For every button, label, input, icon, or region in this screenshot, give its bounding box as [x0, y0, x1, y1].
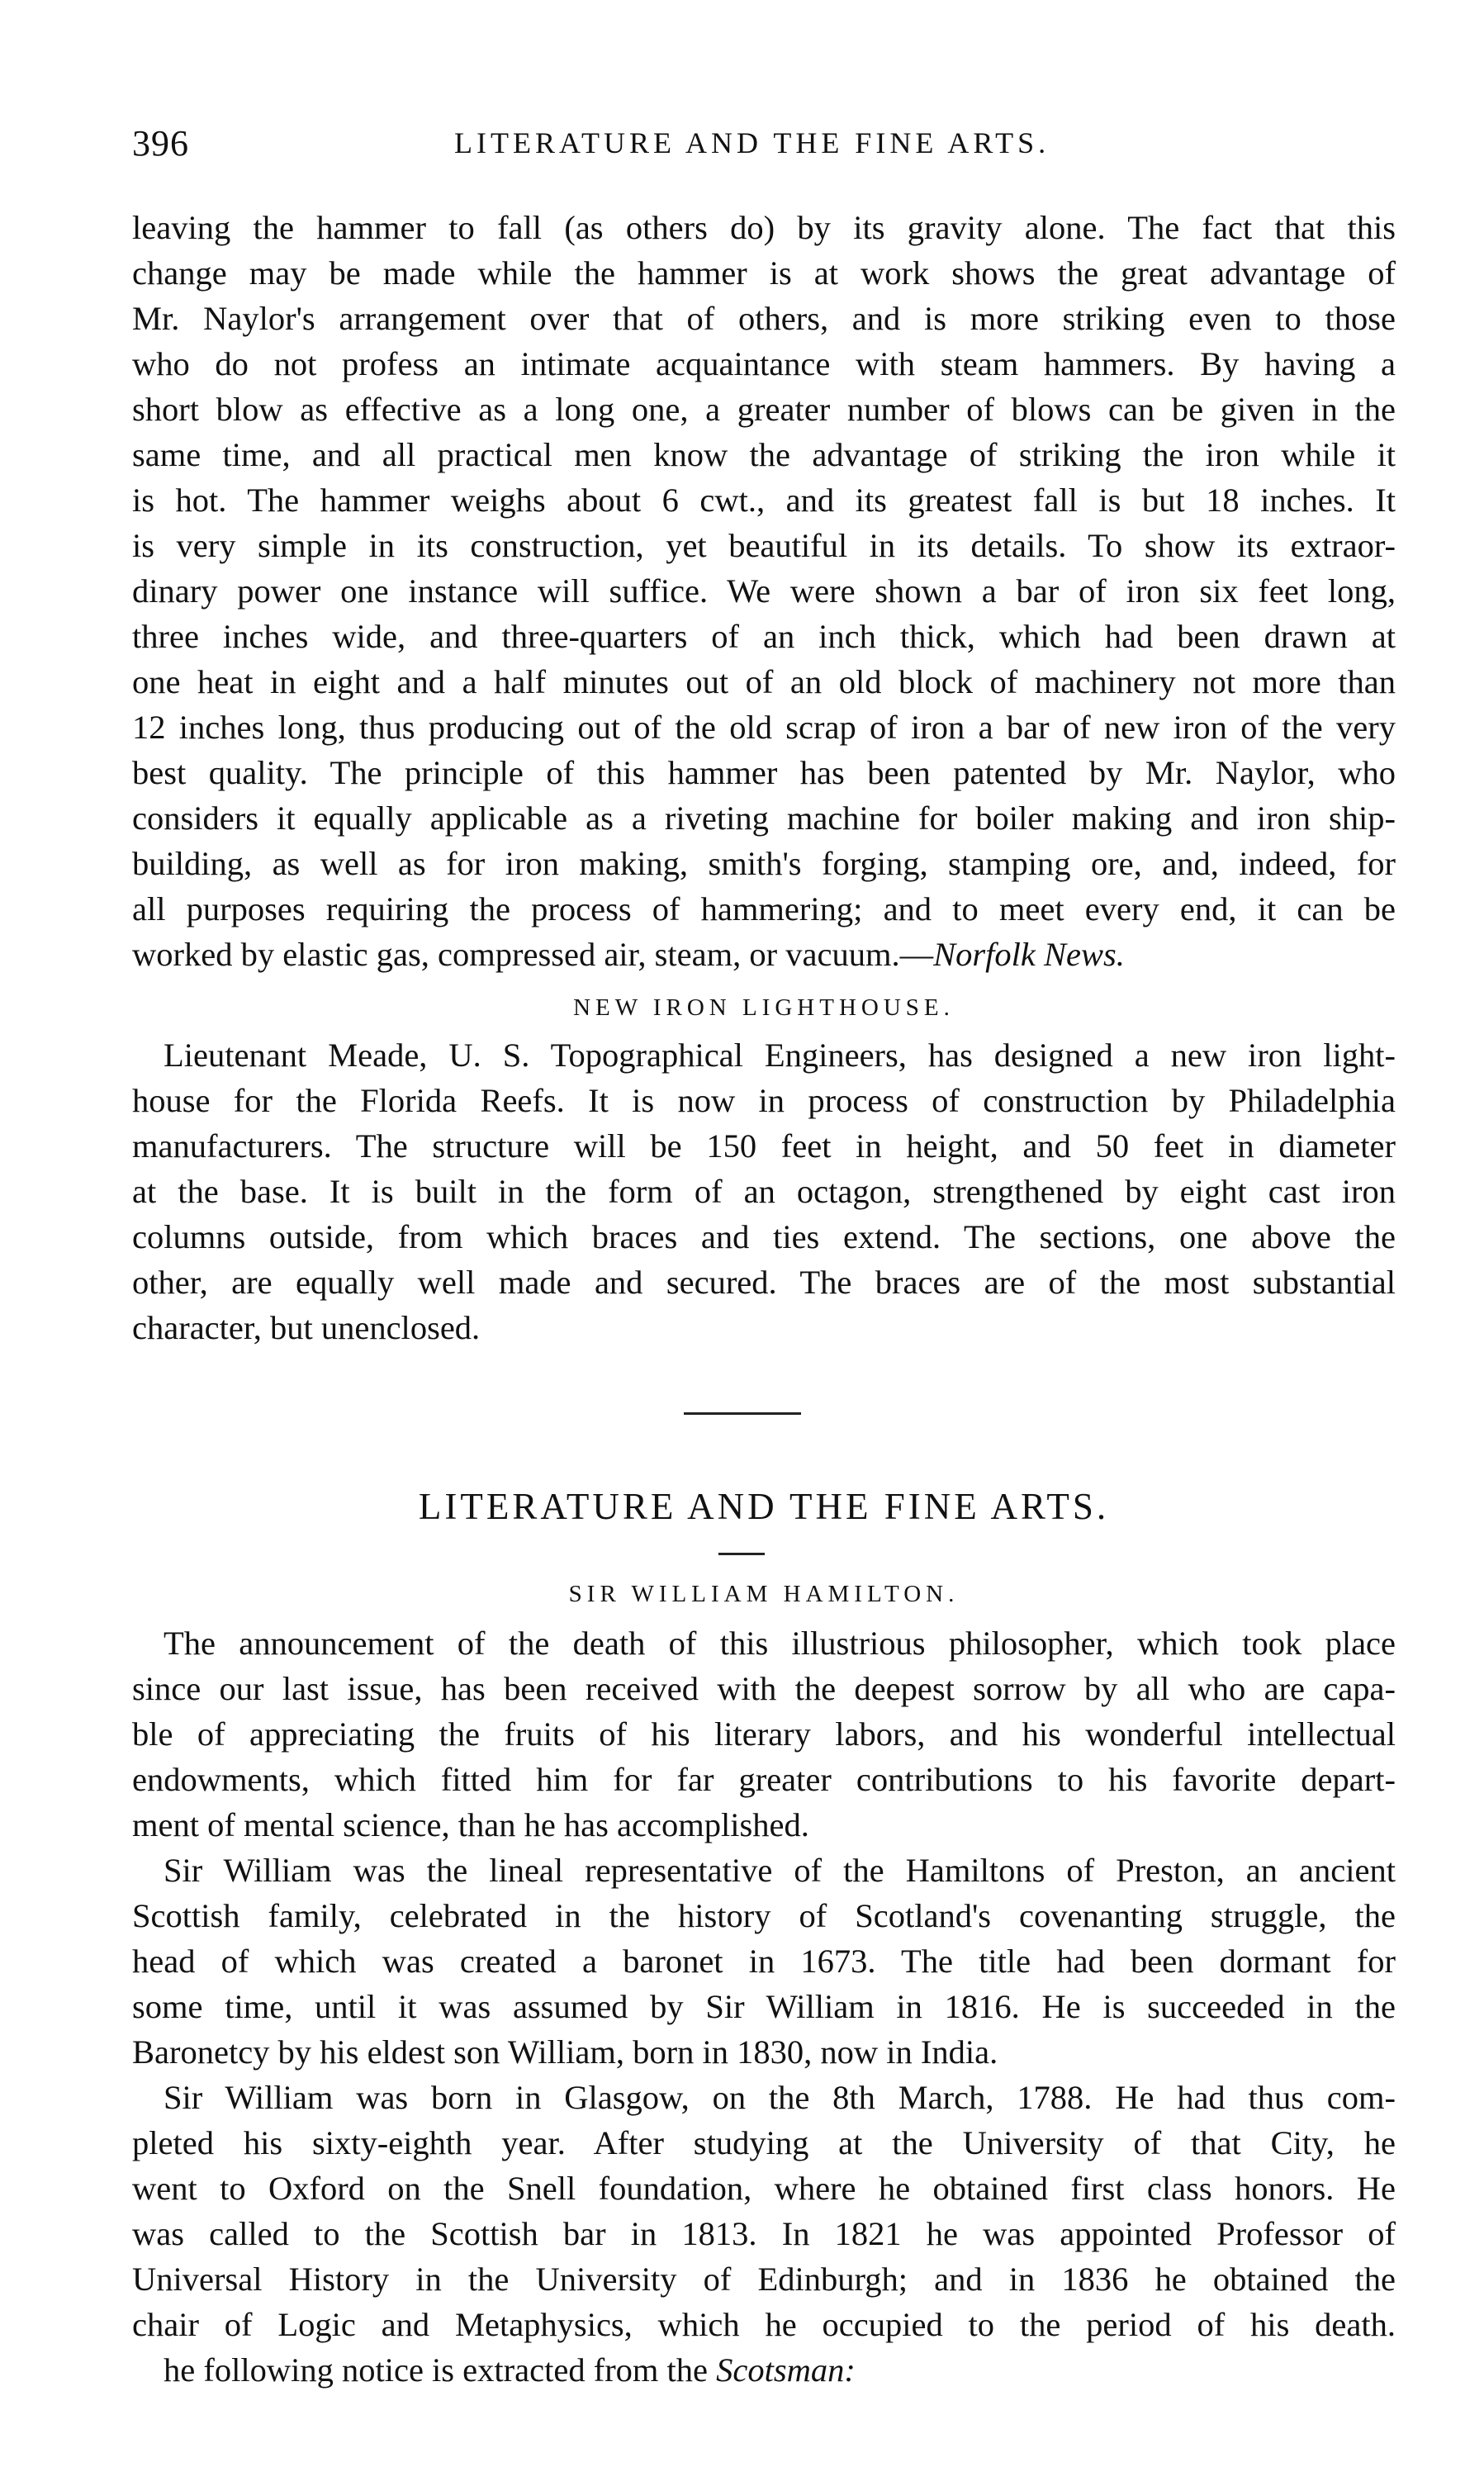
text-line: went to Oxford on the Snell foundation, where he obtained first class honors. He — [132, 2170, 1396, 2207]
text-line: Lieutenant Meade, U. S. Topographical Engineers, has designed a new iron light- — [164, 1037, 1396, 1074]
text-line: at the base. It is built in the form of an octagon, strengthened by eight cast iron — [132, 1173, 1396, 1210]
text-line: Sir William was born in Glasgow, on the 8th March, 1788. He had thus com- — [164, 2079, 1396, 2116]
page-number: 396 — [132, 123, 189, 164]
text-line: Baronetcy by his eldest son William, born in 1830, now in India. — [132, 2033, 998, 2071]
source-citation: Scotsman: — [716, 2351, 856, 2389]
text-line: house for the Florida Reefs. It is now in process of construction by Philadelphia — [132, 1082, 1396, 1119]
running-head — [132, 122, 1396, 172]
text-line: best quality. The principle of this hammer has been patented by Mr. Naylor, who — [132, 754, 1396, 791]
text-line-last — [132, 932, 1396, 977]
text-line: one heat in eight and a half minutes out of an old block of machinery not more than — [132, 663, 1396, 700]
article-subheading: SIR WILLIAM HAMILTON. — [568, 1581, 960, 1607]
text-line: some time, until it was assumed by Sir William in 1816. He is succeeded in the — [132, 1988, 1396, 2025]
text-line: head of which was created a baronet in 1673. The title had been dormant for — [132, 1943, 1396, 1980]
text-line: change may be made while the hammer is at work shows the great advantage of — [132, 254, 1396, 292]
text-line: character, but unenclosed. — [132, 1309, 481, 1346]
text-line: dinary power one instance will suffice. We were shown a bar of iron six feet long, — [132, 572, 1396, 610]
text-line: Sir William was the lineal representative of the Hamiltons of Preston, an ancient — [164, 1852, 1396, 1889]
text-line: who do not profess an intimate acquaintance with steam hammers. By having a — [132, 345, 1396, 382]
text-line: considers it equally applicable as a riveting machine for boiler making and iron ship- — [132, 799, 1396, 837]
running-title: LITERATURE AND THE FINE ARTS. — [454, 126, 1050, 159]
text-fragment: worked by elastic gas, compressed air, steam, or vacuum.— — [132, 936, 934, 973]
text-line: was called to the Scottish bar in 1813. In 1821 he was appointed Professor of — [132, 2215, 1396, 2252]
lighthouse-heading: NEW IRON LIGHTHOUSE. — [573, 994, 955, 1021]
article-steam-hammer — [132, 205, 1396, 977]
text-line: is very simple in its construction, yet beautiful in its details. To show its extraor- — [132, 527, 1396, 564]
source-citation: Norfolk News. — [933, 936, 1125, 973]
text-line: Universal History in the University of Edinburgh; and in 1836 he obtained the — [132, 2261, 1396, 2298]
text-line: manufacturers. The structure will be 150 feet in height, and 50 feet in diameter — [132, 1127, 1396, 1165]
text-line: Scottish family, celebrated in the history of Scotland's covenanting struggle, the — [132, 1897, 1396, 1934]
text-line: leaving the hammer to fall (as others do) by its gravity alone. The fact that this — [132, 209, 1396, 246]
text-line: since our last issue, has been received with the deepest sorrow by all who are capa- — [132, 1670, 1396, 1707]
text-line: other, are equally well made and secured. The braces are of the most substantial — [132, 1264, 1396, 1301]
text-line: Mr. Naylor's arrangement over that of others, and is more striking even to those — [132, 300, 1396, 337]
section-divider — [684, 1412, 801, 1415]
text-line: ment of mental science, than he has accomplished. — [132, 1806, 809, 1843]
section-heading: LITERATURE AND THE FINE ARTS. — [418, 1486, 1110, 1527]
text-fragment: he following notice is extracted from the — [164, 2351, 717, 2389]
heading-rule — [718, 1553, 765, 1555]
text-line: same time, and all practical men know the advantage of striking the iron while it — [132, 436, 1396, 473]
text-line: chair of Logic and Metaphysics, which he occupied to the period of his death. — [132, 2306, 1396, 2343]
article-lighthouse — [132, 1032, 1396, 1350]
text-line-last — [132, 2347, 1396, 2393]
text-line: columns outside, from which braces and ties extend. The sections, one above the — [132, 1218, 1396, 1255]
text-line: all purposes requiring the process of hammering; and to meet every end, it can be — [132, 890, 1396, 928]
text-line: short blow as effective as a long one, a greater number of blows can be given in the — [132, 391, 1396, 428]
text-line: is hot. The hammer weighs about 6 cwt., and its greatest fall is but 18 inches. It — [132, 482, 1396, 519]
text-line: The announcement of the death of this illustrious philosopher, which took place — [164, 1625, 1396, 1662]
text-line: pleted his sixty-eighth year. After studying at the University of that City, he — [132, 2124, 1396, 2161]
text-line: building, as well as for iron making, smith's forging, stamping ore, and, indeed, for — [132, 845, 1396, 882]
text-line: 12 inches long, thus producing out of the old scrap of iron a bar of new iron of the very — [132, 709, 1396, 746]
text-line: three inches wide, and three-quarters of an inch thick, which had been drawn at — [132, 618, 1396, 655]
article-hamilton — [132, 1620, 1396, 2393]
text-line: ble of appreciating the fruits of his literary labors, and his wonderful intellectual — [132, 1715, 1396, 1753]
text-line: endowments, which fitted him for far greater contributions to his favorite depart- — [132, 1761, 1396, 1798]
